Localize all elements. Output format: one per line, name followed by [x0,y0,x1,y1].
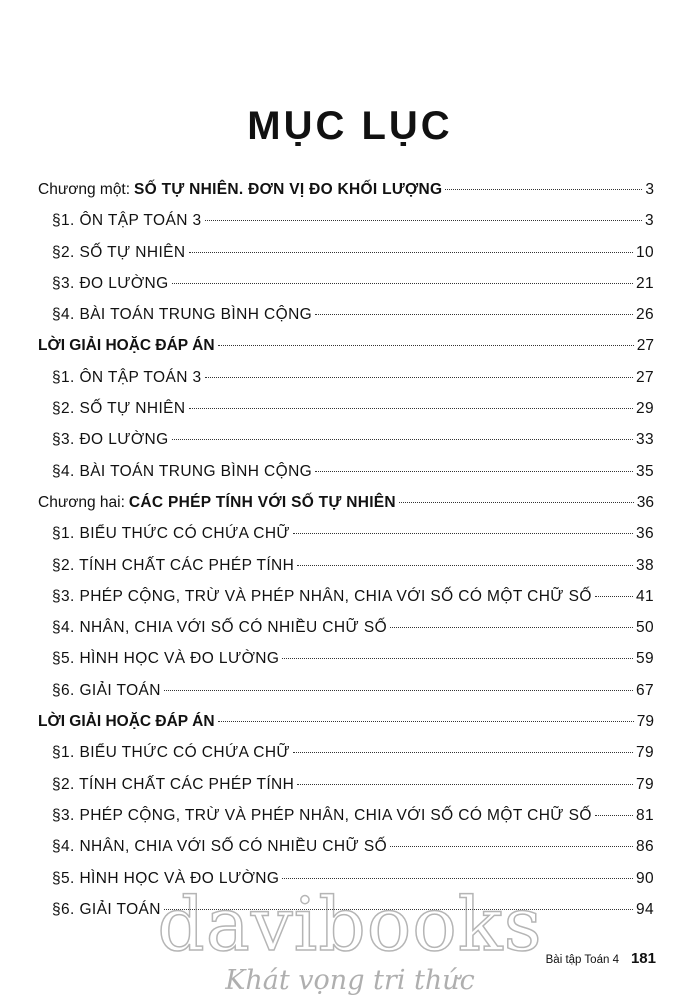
toc-entry-label: §2. SỐ TỰ NHIÊN [52,400,186,418]
toc-section-row [38,518,654,549]
toc-entry-label: §2. TÍNH CHẤT CÁC PHÉP TÍNH [52,556,295,574]
toc-entry-label: §3. PHÉP CỘNG, TRỪ VÀ PHÉP NHÂN, CHIA VỚI SỐ CÓ MỘT CHỮ SỐ [52,806,592,824]
toc-section-row [38,456,654,487]
toc-section-row [38,643,654,674]
toc-section-row [38,237,654,268]
footer-page-number: 181 [630,950,656,967]
toc-section-row [38,393,654,424]
dot-leader [164,689,633,691]
dot-leader [218,344,634,346]
toc-page-number: 29 [635,400,654,418]
dot-leader [282,657,633,659]
toc-page-number: 67 [635,681,654,699]
toc-section-row [38,831,654,862]
toc-page-number: 86 [635,838,654,856]
toc-entry-label: §1. BIỂU THỨC CÓ CHỨA CHỮ [52,744,291,762]
toc-entry-label: §1. ÔN TẬP TOÁN 3 [52,368,202,386]
toc-entry-label: LỜI GIẢI HOẶC ĐÁP ÁN [38,713,215,731]
footer-book-title: Bài tập Toán 4 [545,954,619,966]
toc-page-number: 35 [635,462,654,480]
dot-leader [315,313,633,315]
dot-leader [189,407,633,409]
toc-page-number: 3 [644,212,654,230]
toc-page-number: 90 [635,869,654,887]
toc-entry-label: §2. SỐ TỰ NHIÊN [52,243,186,261]
toc-entry-label: §4. NHÂN, CHIA VỚI SỐ CÓ NHIỀU CHỮ SỐ [52,619,388,637]
toc-page-number: 59 [635,650,654,668]
dot-leader [293,532,633,534]
dot-leader [282,877,633,879]
watermark-slogan: Khát vọng tri thức [225,965,475,996]
toc-entry-label: §1. ÔN TẬP TOÁN 3 [52,212,202,230]
toc-chapter-row [38,174,654,205]
toc-section-row [38,612,654,643]
toc-chapter-row [38,706,654,737]
toc-entry-label: §1. BIỂU THỨC CÓ CHỨA CHỮ [52,525,291,543]
toc-entry-label: CÁC PHÉP TÍNH VỚI SỐ TỰ NHIÊN [128,493,396,511]
table-of-contents [38,174,654,925]
toc-page-number: 21 [635,274,654,292]
toc-entry-label: §6. GIẢI TOÁN [52,900,161,918]
toc-entry-label: §3. ĐO LƯỜNG [52,431,169,449]
toc-entry-label: §5. HÌNH HỌC VÀ ĐO LƯỜNG [52,650,280,668]
toc-section-row [38,737,654,768]
toc-section-row [38,769,654,800]
toc-chapter-row [38,330,654,361]
toc-section-row [38,581,654,612]
toc-entry-label: §3. PHÉP CỘNG, TRỪ VÀ PHÉP NHÂN, CHIA VỚI SỐ CÓ MỘT CHỮ SỐ [52,587,592,605]
dot-leader [390,845,633,847]
toc-page-number: 27 [635,368,654,386]
dot-leader [205,376,633,378]
toc-page-number: 79 [635,744,654,762]
dot-leader [315,470,633,472]
dot-leader [595,814,633,816]
toc-entry-label: §6. GIẢI TOÁN [52,681,161,699]
toc-page-number: 3 [645,181,654,198]
toc-page-number: 26 [635,306,654,324]
dot-leader [205,219,642,221]
toc-page-number: 41 [635,587,654,605]
toc-page-number: 79 [636,713,654,731]
toc-entry-label: §3. ĐO LƯỜNG [52,274,169,292]
toc-page-number: 94 [635,900,654,918]
toc-section-row [38,550,654,581]
dot-leader [172,438,633,440]
watermark-brand: davibooks [157,882,543,968]
dot-leader [399,501,634,503]
toc-section-row [38,675,654,706]
toc-section-row [38,299,654,330]
toc-page-number: 50 [635,619,654,637]
toc-section-row [38,424,654,455]
toc-page-number: 36 [636,493,654,511]
toc-entry-label: §2. TÍNH CHẤT CÁC PHÉP TÍNH [52,775,295,793]
toc-page-number: 79 [635,775,654,793]
toc-section-row [38,268,654,299]
dot-leader [172,282,633,284]
dot-leader [218,720,634,722]
toc-entry-label: §4. BÀI TOÁN TRUNG BÌNH CỘNG [52,306,313,324]
toc-section-row [38,362,654,393]
toc-entry-label: §5. HÌNH HỌC VÀ ĐO LƯỜNG [52,869,280,887]
toc-entry-label: §4. NHÂN, CHIA VỚI SỐ CÓ NHIỀU CHỮ SỐ [52,838,388,856]
toc-section-row [38,800,654,831]
toc-chapter-prefix: Chương hai: [38,493,125,511]
dot-leader [390,626,633,628]
toc-page-number: 81 [635,806,654,824]
toc-entry-label: §4. BÀI TOÁN TRUNG BÌNH CỘNG [52,462,313,480]
toc-page-number: 33 [635,431,654,449]
toc-chapter-prefix: Chương một: [38,181,131,198]
page-footer [546,950,656,967]
dot-leader [189,251,633,253]
dot-leader [293,751,633,753]
toc-page-number: 36 [635,525,654,543]
toc-entry-label: SỐ TỰ NHIÊN. ĐƠN VỊ ĐO KHỐI LƯỢNG [134,181,443,198]
toc-section-row [38,205,654,236]
dot-leader [595,595,633,597]
dot-leader [445,188,642,190]
dot-leader [297,783,633,785]
toc-page-number: 27 [636,337,654,355]
toc-page-number: 38 [635,556,654,574]
toc-page-number: 10 [635,243,654,261]
dot-leader [297,564,633,566]
toc-entry-label: LỜI GIẢI HOẶC ĐÁP ÁN [38,337,215,355]
toc-chapter-row [38,487,654,518]
page-title: MỤC LỤC [247,104,453,148]
